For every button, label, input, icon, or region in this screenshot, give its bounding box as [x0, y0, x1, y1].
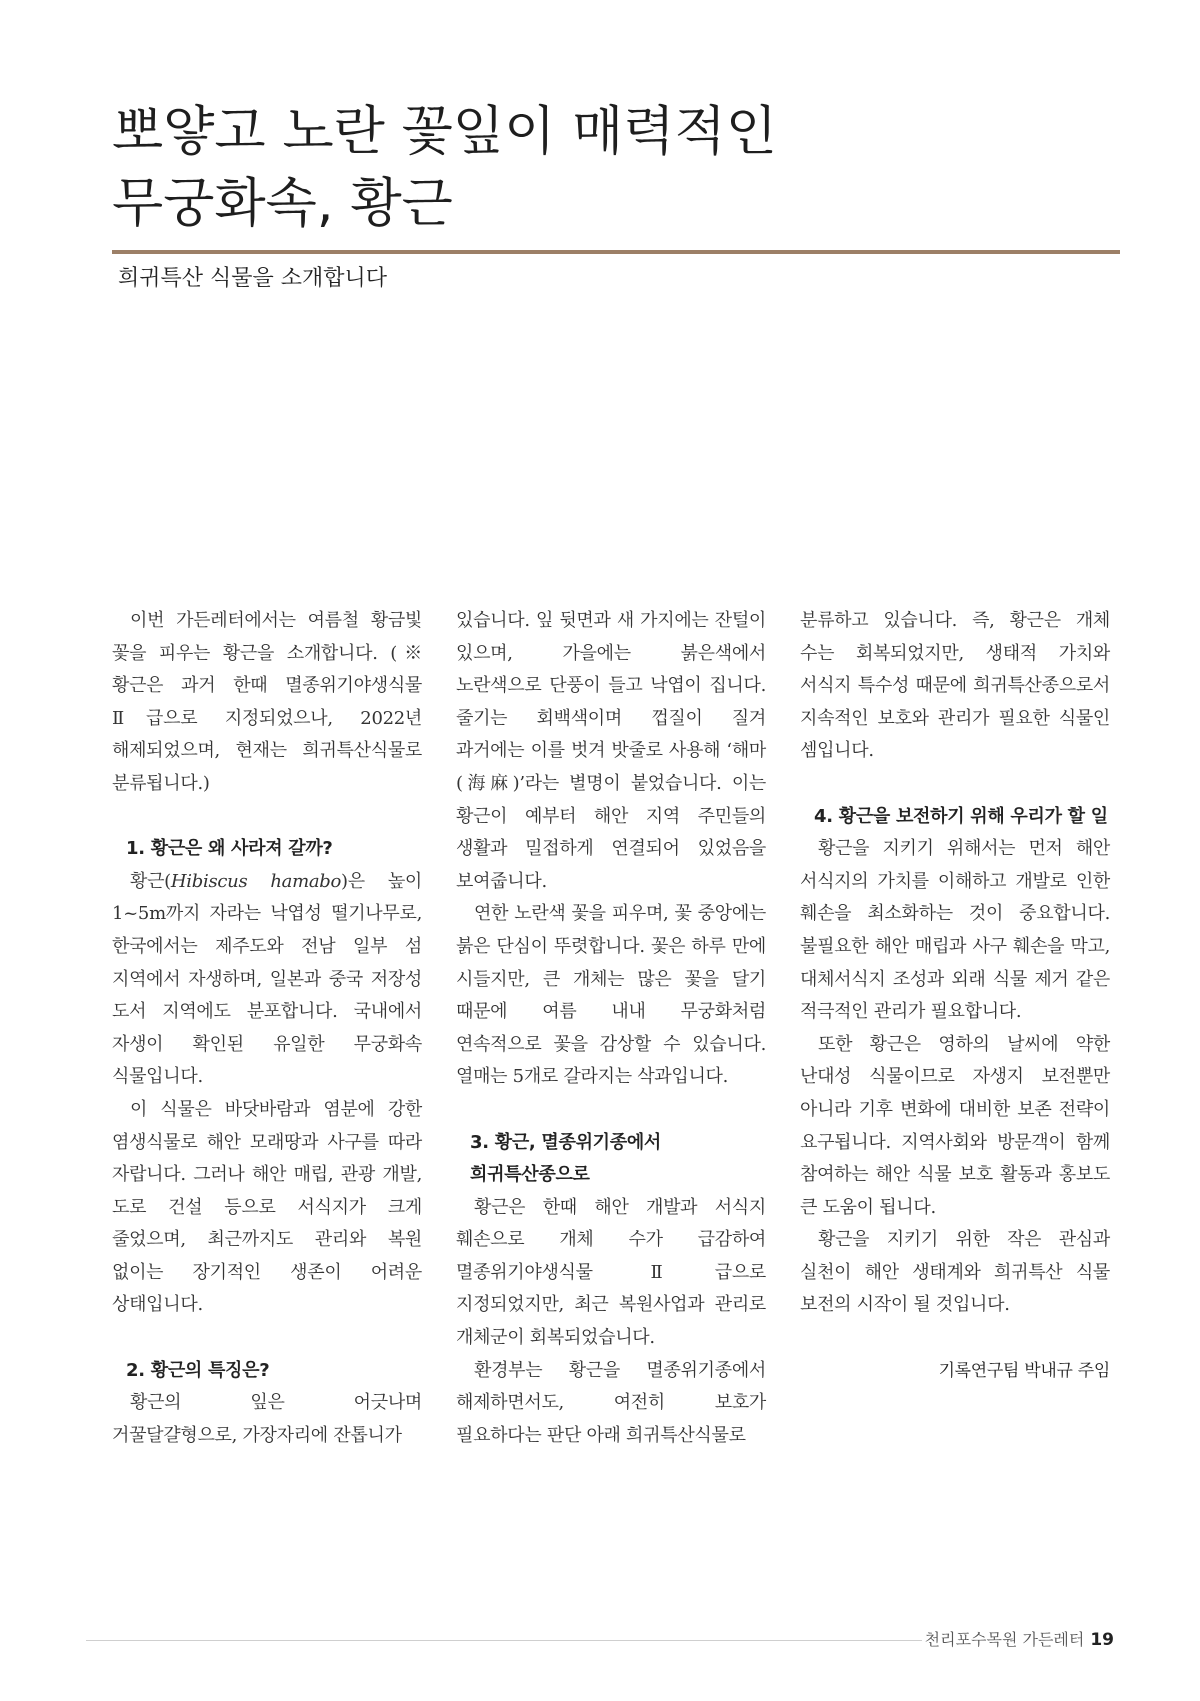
section-3-paragraph-2-continued: 분류하고 있습니다. 즉, 황근은 개체 수는 회복되었지만, 생태적 가치와 서식지 특수성 때문에 희귀특산종으로서 지속적인 보호와 관리가 필요한 식물인 셈입니다. — [800, 610, 1110, 762]
section-4-paragraph-2: 또한 황근은 영하의 날씨에 약한 난대성 식물이므로 자생지 보전뿐만 아니라 기후 변화에 대비한 보존 전략이 요구됩니다. 지역사회와 방문객이 함께 참여하는 해안 식물 보호 활동과 홍보도 큰 도움이 됩니다. — [800, 1033, 1110, 1218]
section-2-paragraph-1-continued: 있습니다. 잎 뒷면과 새 가지에는 잔털이 있으며, 가을에는 붉은색에서 노란색으로 단풍이 들고 낙엽이 집니다. 줄기는 회백색이며 껍질이 질겨 과거에는 이를 벗겨 밧줄로 사용해 ‘해마(海麻)’라는 별명이 붙었습니다. 이는 황근이 예부터 해안 지역 주민들의 생활과 밀접하게 연결되어 있었음을 보여줍니다. — [456, 610, 766, 892]
section-3-paragraph-2: 환경부는 황근을 멸종위기종에서 해제하면서도, 여전히 보호가 필요하다는 판단 아래 희귀특산식물로 — [456, 1359, 766, 1446]
section-3-heading: 3. 황근, 멸종위기종에서 희귀특산종으로 — [470, 1131, 662, 1186]
section-2-heading: 2. 황근의 특징은? — [126, 1359, 270, 1381]
page-footer — [925, 1627, 1114, 1650]
section-1-paragraph-1: 황근(Hibiscus hamabo)은 높이 1~5m까지 자라는 낙엽성 떨기나무로, 한국에서는 제주도와 전남 일부 섬 지역에서 자생하며, 일본과 중국 저장성 도서 지역에도 분포합니다. 국내에서 자생이 확인된 유일한 무궁화속 식물입니다. — [112, 870, 422, 1088]
section-3-paragraph-1: 황근은 한때 해안 개발과 서식지 훼손으로 개체 수가 급감하여 멸종위기야생식물 Ⅱ급으로 지정되었지만, 최근 복원사업과 관리로 개체군이 회복되었습니다. — [456, 1196, 766, 1349]
title-line-2: 무궁화속, 황근 — [112, 173, 453, 234]
section-4-heading: 4. 황근을 보전하기 위해 우리가 할 일 — [814, 805, 1108, 827]
section-4-paragraph-3: 황근을 지키기 위한 작은 관심과 실천이 해안 생태계와 희귀특산 식물 보전의 시작이 될 것입니다. — [800, 1229, 1110, 1316]
author-credit: 기록연구팀 박내규 주임 — [938, 1360, 1110, 1381]
article-subtitle: 희귀특산 식물을 소개합니다 — [118, 266, 388, 291]
page-number: 19 — [1090, 1630, 1114, 1650]
intro-paragraph: 이번 가든레터에서는 여름철 황금빛 꽃을 피우는 황근을 소개합니다. (※ 황근은 과거 한때 멸종위기야생식물 Ⅱ급으로 지정되었으나, 2022년 해제되었으며, 현재는 희귀특산식물로 분류됩니다.) — [112, 610, 422, 794]
section-1-heading: 1. 황근은 왜 사라져 갈까? — [126, 838, 333, 860]
column-1 — [112, 605, 422, 1452]
title-line-1: 뽀얗고 노란 꽃잎이 매력적인 — [112, 101, 777, 162]
column-3 — [800, 605, 1110, 1387]
scientific-name: Hibiscus hamabo — [170, 870, 342, 892]
column-2 — [456, 605, 766, 1452]
footer-divider — [86, 1640, 922, 1641]
article-title — [112, 96, 1112, 240]
section-2-paragraph-1: 황근의 잎은 어긋나며 거꿀달걀형으로, 가장자리에 잔톱니가 — [112, 1392, 422, 1446]
section-1-paragraph-2: 이 식물은 바닷바람과 염분에 강한 염생식물로 해안 모래땅과 사구를 따라 자랍니다. 그러나 해안 매립, 관광 개발, 도로 건설 등으로 서식지가 크게 줄었으며, 최근까지도 관리와 복원 없이는 장기적인 생존이 어려운 상태입니다. — [112, 1098, 422, 1316]
section-2-paragraph-2: 연한 노란색 꽃을 피우며, 꽃 중앙에는 붉은 단심이 뚜렷합니다. 꽃은 하루 만에 시들지만, 큰 개체는 많은 꽃을 달기 때문에 여름 내내 무궁화처럼 연속적으로 꽃을 감상할 수 있습니다. 열매는 5개로 갈라지는 삭과입니다. — [456, 903, 766, 1088]
section-4-paragraph-1: 황근을 지키기 위해서는 먼저 해안 서식지의 가치를 이해하고 개발로 인한 훼손을 최소화하는 것이 중요합니다. 불필요한 해안 매립과 사구 훼손을 막고, 대체서식지 조성과 외래 식물 제거 같은 적극적인 관리가 필요합니다. — [800, 838, 1110, 1023]
publication-name: 천리포수목원 가든레터 — [924, 1630, 1085, 1649]
title-rule — [112, 250, 1120, 254]
